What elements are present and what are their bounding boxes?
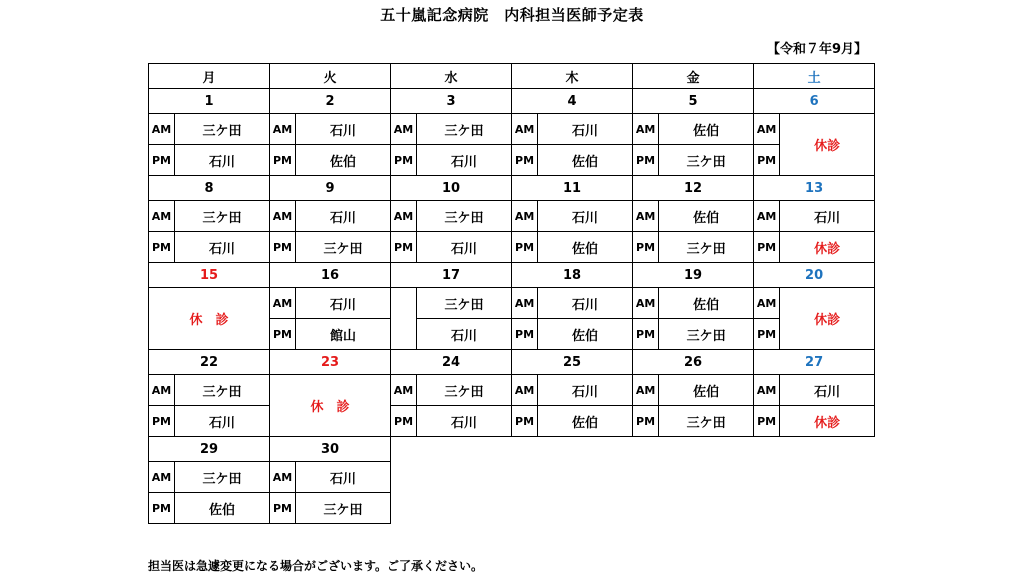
am-doctor: 石川 xyxy=(538,375,633,406)
date-cell: 9 xyxy=(270,176,391,201)
am-label: AM xyxy=(633,201,659,232)
weekday-header: 月 xyxy=(149,64,270,89)
am-label: AM xyxy=(754,114,780,145)
am-doctor: 石川 xyxy=(296,288,391,319)
empty-cell xyxy=(391,437,875,524)
weekday-header: 水 xyxy=(391,64,512,89)
am-doctor: 佐伯 xyxy=(659,114,754,145)
pm-doctor: 石川 xyxy=(175,406,270,437)
pm-label: PM xyxy=(270,493,296,524)
am-doctor: 石川 xyxy=(538,201,633,232)
date-cell: 18 xyxy=(512,263,633,288)
closed-cell: 休診 xyxy=(780,114,875,176)
era-label: 【令和７年9月】 xyxy=(766,42,867,57)
am-label: AM xyxy=(149,462,175,493)
am-doctor: 石川 xyxy=(780,375,875,406)
am-doctor: 石川 xyxy=(296,462,391,493)
am-doctor: 石川 xyxy=(538,114,633,145)
am-doctor: 三ケ田 xyxy=(417,201,512,232)
date-cell: 1 xyxy=(149,89,270,114)
pm-label: PM xyxy=(270,232,296,263)
am-label: AM xyxy=(149,201,175,232)
page-title: 五十嵐記念病院 内科担当医師予定表 xyxy=(380,6,644,24)
date-cell: 12 xyxy=(633,176,754,201)
am-doctor: 三ケ田 xyxy=(175,114,270,145)
am-doctor: 石川 xyxy=(296,114,391,145)
pm-doctor: 佐伯 xyxy=(175,493,270,524)
pm-doctor: 三ケ田 xyxy=(659,406,754,437)
pm-doctor: 三ケ田 xyxy=(659,145,754,176)
date-cell: 22 xyxy=(149,350,270,375)
date-cell: 17 xyxy=(391,263,512,288)
date-cell: 11 xyxy=(512,176,633,201)
date-cell: 3 xyxy=(391,89,512,114)
weekday-header: 木 xyxy=(512,64,633,89)
pm-doctor: 佐伯 xyxy=(538,145,633,176)
pm-doctor: 三ケ田 xyxy=(296,232,391,263)
am-label: AM xyxy=(633,114,659,145)
weekday-header: 土 xyxy=(754,64,875,89)
date-cell: 10 xyxy=(391,176,512,201)
pm-label: PM xyxy=(149,232,175,263)
closed-cell: 休診 xyxy=(780,288,875,350)
pm-label: PM xyxy=(754,319,780,350)
pm-label: PM xyxy=(512,406,538,437)
am-label: AM xyxy=(512,375,538,406)
pm-label: PM xyxy=(512,319,538,350)
pm-doctor: 休診 xyxy=(780,232,875,263)
pm-doctor: 佐伯 xyxy=(538,232,633,263)
am-label: AM xyxy=(754,201,780,232)
am-doctor: 三ケ田 xyxy=(175,201,270,232)
pm-label: PM xyxy=(633,145,659,176)
am-label xyxy=(391,288,417,350)
date-cell: 23 xyxy=(270,350,391,375)
pm-doctor: 佐伯 xyxy=(538,319,633,350)
date-cell: 25 xyxy=(512,350,633,375)
date-cell: 2 xyxy=(270,89,391,114)
pm-label: PM xyxy=(149,493,175,524)
am-label: AM xyxy=(633,288,659,319)
am-doctor: 三ケ田 xyxy=(175,375,270,406)
pm-label: PM xyxy=(754,406,780,437)
date-cell: 29 xyxy=(149,437,270,462)
am-label: AM xyxy=(391,375,417,406)
am-label: AM xyxy=(512,114,538,145)
pm-doctor: 石川 xyxy=(175,145,270,176)
pm-label: PM xyxy=(512,145,538,176)
pm-label: PM xyxy=(754,232,780,263)
pm-doctor: 休診 xyxy=(780,406,875,437)
date-cell: 19 xyxy=(633,263,754,288)
pm-label: PM xyxy=(512,232,538,263)
date-cell: 5 xyxy=(633,89,754,114)
am-doctor: 佐伯 xyxy=(659,288,754,319)
footer-note: 担当医は急遽変更になる場合がございます。ご了承ください。 xyxy=(148,559,484,573)
pm-doctor: 佐伯 xyxy=(296,145,391,176)
am-doctor: 三ケ田 xyxy=(417,114,512,145)
pm-doctor: 館山 xyxy=(296,319,391,350)
date-cell: 20 xyxy=(754,263,875,288)
am-label: AM xyxy=(149,114,175,145)
date-cell: 15 xyxy=(149,263,270,288)
pm-label: PM xyxy=(391,406,417,437)
am-label: AM xyxy=(270,288,296,319)
pm-doctor: 三ケ田 xyxy=(659,232,754,263)
pm-doctor: 石川 xyxy=(175,232,270,263)
am-doctor: 佐伯 xyxy=(659,201,754,232)
am-label: AM xyxy=(754,375,780,406)
am-label: AM xyxy=(754,288,780,319)
am-doctor: 石川 xyxy=(538,288,633,319)
pm-doctor: 石川 xyxy=(417,406,512,437)
pm-label: PM xyxy=(754,145,780,176)
closed-cell: 休 診 xyxy=(270,375,391,437)
pm-doctor: 三ケ田 xyxy=(659,319,754,350)
pm-label: PM xyxy=(270,145,296,176)
pm-doctor: 石川 xyxy=(417,232,512,263)
pm-label: PM xyxy=(391,145,417,176)
closed-cell: 休 診 xyxy=(149,288,270,350)
am-label: AM xyxy=(512,288,538,319)
date-cell: 8 xyxy=(149,176,270,201)
am-doctor: 石川 xyxy=(780,201,875,232)
date-cell: 4 xyxy=(512,89,633,114)
am-doctor: 三ケ田 xyxy=(417,288,512,319)
weekday-header: 金 xyxy=(633,64,754,89)
am-label: AM xyxy=(391,114,417,145)
date-cell: 30 xyxy=(270,437,391,462)
date-cell: 27 xyxy=(754,350,875,375)
am-doctor: 石川 xyxy=(296,201,391,232)
pm-doctor: 三ケ田 xyxy=(296,493,391,524)
pm-doctor: 石川 xyxy=(417,319,512,350)
date-cell: 16 xyxy=(270,263,391,288)
date-cell: 6 xyxy=(754,89,875,114)
pm-label: PM xyxy=(391,232,417,263)
pm-label: PM xyxy=(149,145,175,176)
am-label: AM xyxy=(512,201,538,232)
am-label: AM xyxy=(633,375,659,406)
am-label: AM xyxy=(270,114,296,145)
pm-label: PM xyxy=(270,319,296,350)
pm-doctor: 佐伯 xyxy=(538,406,633,437)
pm-doctor: 石川 xyxy=(417,145,512,176)
am-label: AM xyxy=(270,201,296,232)
schedule-table xyxy=(148,63,875,524)
weekday-header: 火 xyxy=(270,64,391,89)
am-doctor: 三ケ田 xyxy=(175,462,270,493)
am-label: AM xyxy=(270,462,296,493)
am-doctor: 三ケ田 xyxy=(417,375,512,406)
date-cell: 26 xyxy=(633,350,754,375)
am-doctor: 佐伯 xyxy=(659,375,754,406)
pm-label: PM xyxy=(633,232,659,263)
pm-label: PM xyxy=(633,406,659,437)
am-label: AM xyxy=(149,375,175,406)
pm-label: PM xyxy=(633,319,659,350)
pm-label: PM xyxy=(149,406,175,437)
date-cell: 24 xyxy=(391,350,512,375)
date-cell: 13 xyxy=(754,176,875,201)
am-label: AM xyxy=(391,201,417,232)
